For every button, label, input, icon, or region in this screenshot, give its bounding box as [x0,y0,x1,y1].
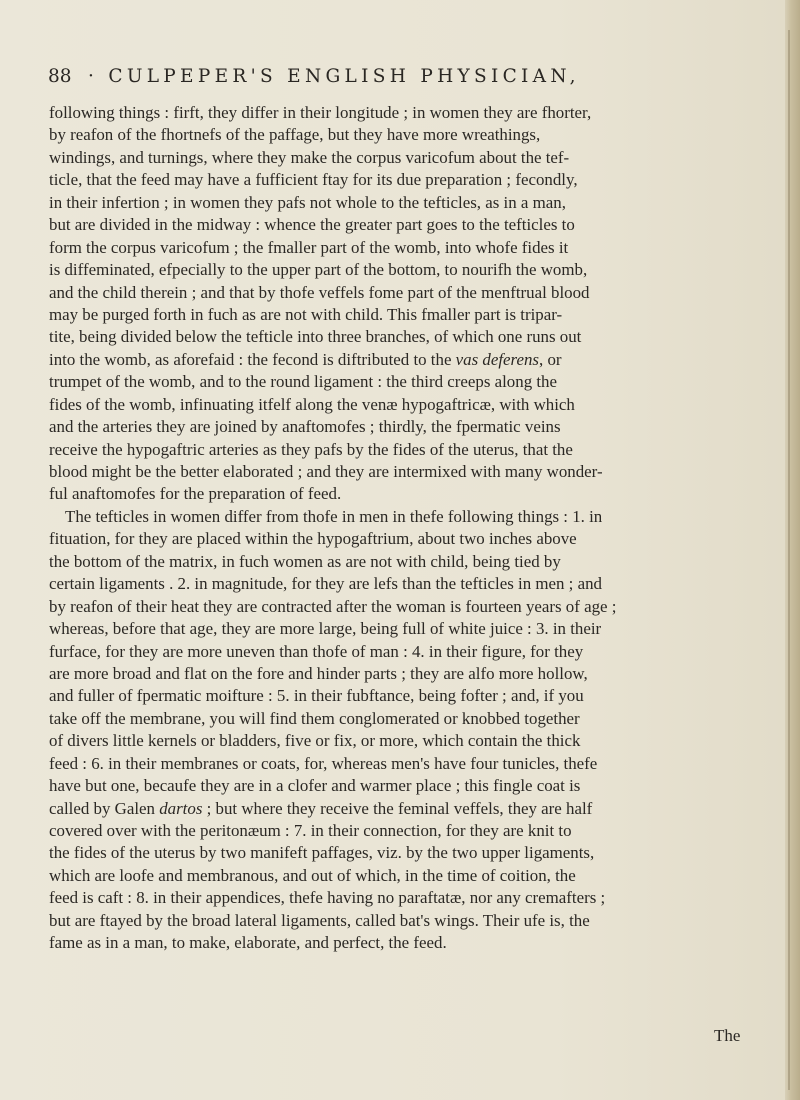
text-line: the bottom of the matrix, in fuch women as are not with child, being tied by [49,551,561,571]
text-line: tite, being divided below the tefticle into three branches, of which one runs out [49,327,582,347]
text-line: by reafon of their heat they are contracted after the woman is fourteen years of age ; [49,596,617,616]
text-line: but are divided in the midway : whence the greater part goes to the tefticles to [49,215,575,235]
text-line: trumpet of the womb, and to the round ligament : the third creeps along the [49,372,557,392]
text-line: ticle, that the feed may have a fufficient ftay for its due preparation ; fecondly, [49,170,578,190]
text-line: furface, for they are more uneven than thofe of man : 4. in their figure, for they [49,641,584,661]
catchword: The [714,1026,741,1045]
binding-line [788,30,790,1090]
text-line: blood might be the better elaborated ; and they are intermixed with many wonder- [49,462,603,481]
text-line: following things : firft, they differ in their longitude ; in women they are fhorter, [49,103,592,122]
text-line: and the child therein ; and that by thofe veffels fome part of the menftrual blood [49,282,590,302]
text-line: are more broad and flat on the fore and hinder parts ; they are alfo more hollow, [49,663,588,683]
page-header [48,66,758,96]
text-line: is diffeminated, efpecially to the upper part of the bottom, to nourifh the womb, [49,260,588,280]
text-line: into the womb, as aforefaid : the fecond is diftributed to the vas deferens, or [49,349,562,369]
text-line: fides of the womb, infinuating itfelf along the venæ hypogaftricæ, with which [49,394,575,414]
body-text [49,102,764,955]
text-line: covered over with the peritonæum : 7. in their connection, for they are knit to [49,821,572,840]
text-line: and fuller of fpermatic moifture : 5. in their fubftance, being fofter ; and, if you [49,686,584,706]
text-line: ful anaftomofes for the preparation of feed. [49,484,342,504]
running-title: · CULPEPER'S ENGLISH PHYSICIAN, [88,66,580,87]
text-line: certain ligaments . 2. in magnitude, for they are lefs than the tefticles in men ; and [49,574,602,594]
text-line: form the corpus varicofum ; the fmaller part of the womb, into whofe fides it [49,237,569,257]
text-line: feed is caft : 8. in their appendices, thefe having no paraftatæ, nor any cremafters ; [49,888,606,908]
paragraph-start-line: The tefticles in women differ from thofe in men in thefe following things : 1. in [65,506,603,526]
text-line: take off the membrane, you will find them conglomerated or knobbed together [49,708,580,728]
italic-term: dartos [159,798,203,818]
text-line: the fides of the uterus by two manifeft paffages, viz. by the two upper ligaments, [49,843,595,863]
text-line: by reafon of the fhortnefs of the paffage, but they have more wreathings, [49,125,541,145]
text-line: which are loofe and membranous, and out of which, in the time of coition, the [49,865,576,885]
text-line: in their infertion ; in women they pafs not whole to the tefticles, as in a man, [49,192,566,212]
text-line: feed : 6. in their membranes or coats, for, whereas men's have four tunicles, thefe [49,753,598,773]
text-line: called by Galen dartos ; but where they receive the feminal veffels, they are half [49,798,593,818]
text-line: of divers little kernels or bladders, five or fix, or more, which contain the thick [49,731,581,751]
text-line: may be purged forth in fuch as are not with child. This fmaller part is tripar- [49,304,563,324]
text-line: but are ftayed by the broad lateral ligaments, called bat's wings. Their ufe is, the [49,910,590,930]
book-spine-edge [785,0,800,1100]
text-line: fame as in a man, to make, elaborate, and perfect, the feed. [49,933,447,953]
text-line: and the arteries they are joined by anaftomofes ; thirdly, the fpermatic veins [49,417,561,437]
text-line: fituation, for they are placed within the hypogaftrium, about two inches above [49,529,577,549]
italic-term: vas deferens [455,349,540,369]
text-line: windings, and turnings, where they make the corpus varicofum about the tef- [49,147,570,167]
text-line: receive the hypogaftric arteries as they pafs by the fides of the uterus, that the [49,439,573,459]
page-number: 88 [48,66,72,87]
text-line: have but one, becaufe they are in a clofer and warmer place ; this fingle coat is [49,776,581,796]
text-line: whereas, before that age, they are more large, being full of white juice : 3. in their [49,619,602,639]
